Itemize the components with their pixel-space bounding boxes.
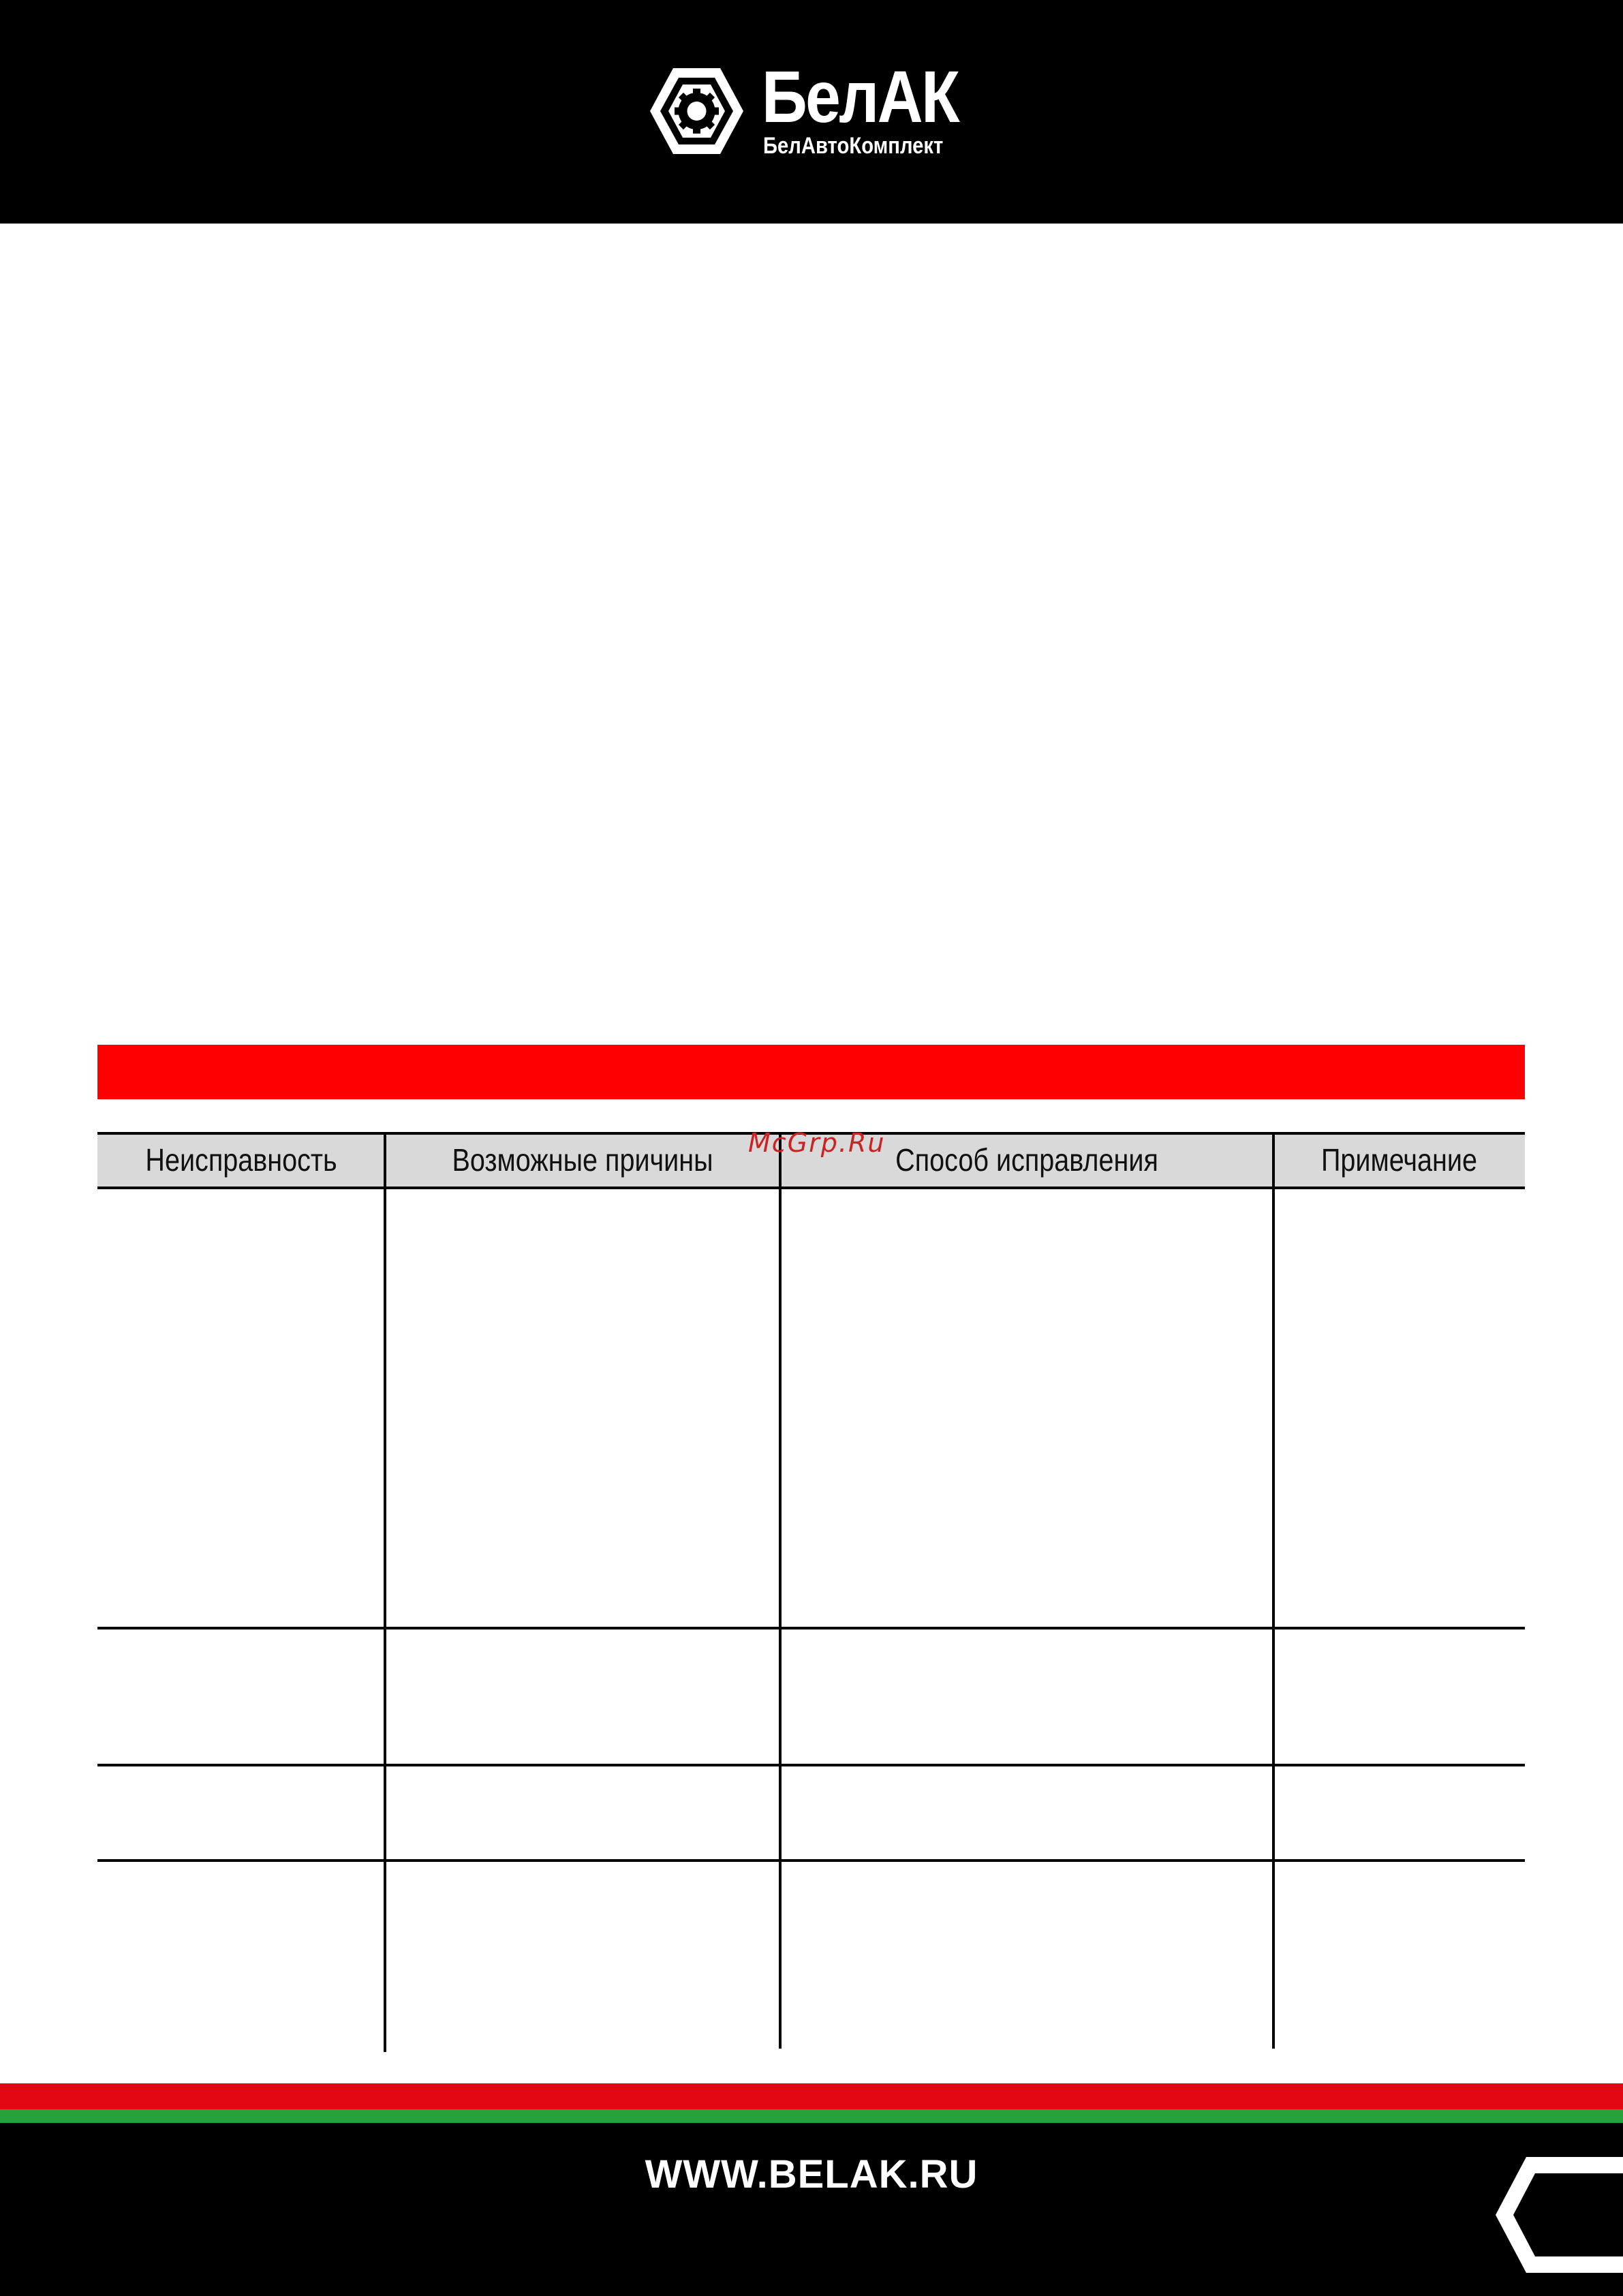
- column-header-note: Примечание: [1320, 1142, 1477, 1178]
- table-row: [97, 1629, 1525, 1764]
- table-row: [97, 1189, 1525, 1627]
- section-banner: [97, 1045, 1525, 1099]
- column-header-remedy: Способ исправления: [895, 1142, 1158, 1178]
- brand-name: БелАК: [762, 55, 959, 138]
- hex-nut-gear-icon: [647, 65, 746, 157]
- table-row: [97, 1766, 1525, 1859]
- brand-logo[interactable]: [647, 55, 974, 165]
- column-divider: [1272, 1132, 1275, 2049]
- website-link[interactable]: WWW.BELAK.RU: [645, 2152, 978, 2196]
- footer-stripe-red: [0, 2083, 1623, 2109]
- page-header: [0, 0, 1623, 224]
- footer-stripe-green: [0, 2109, 1623, 2123]
- column-header-fault: Неисправность: [145, 1142, 337, 1178]
- hex-outline-icon: [1496, 2150, 1623, 2280]
- column-header-causes: Возможные причины: [452, 1142, 713, 1178]
- troubleshooting-table: [97, 1132, 1525, 2052]
- page-footer: [0, 2123, 1623, 2296]
- column-divider: [384, 1132, 386, 2052]
- table-row: [97, 1862, 1525, 2052]
- watermark-text: McGrp.Ru: [748, 1128, 886, 1158]
- column-divider: [779, 1132, 782, 2049]
- brand-subtitle: БелАвтоКомплект: [763, 133, 944, 159]
